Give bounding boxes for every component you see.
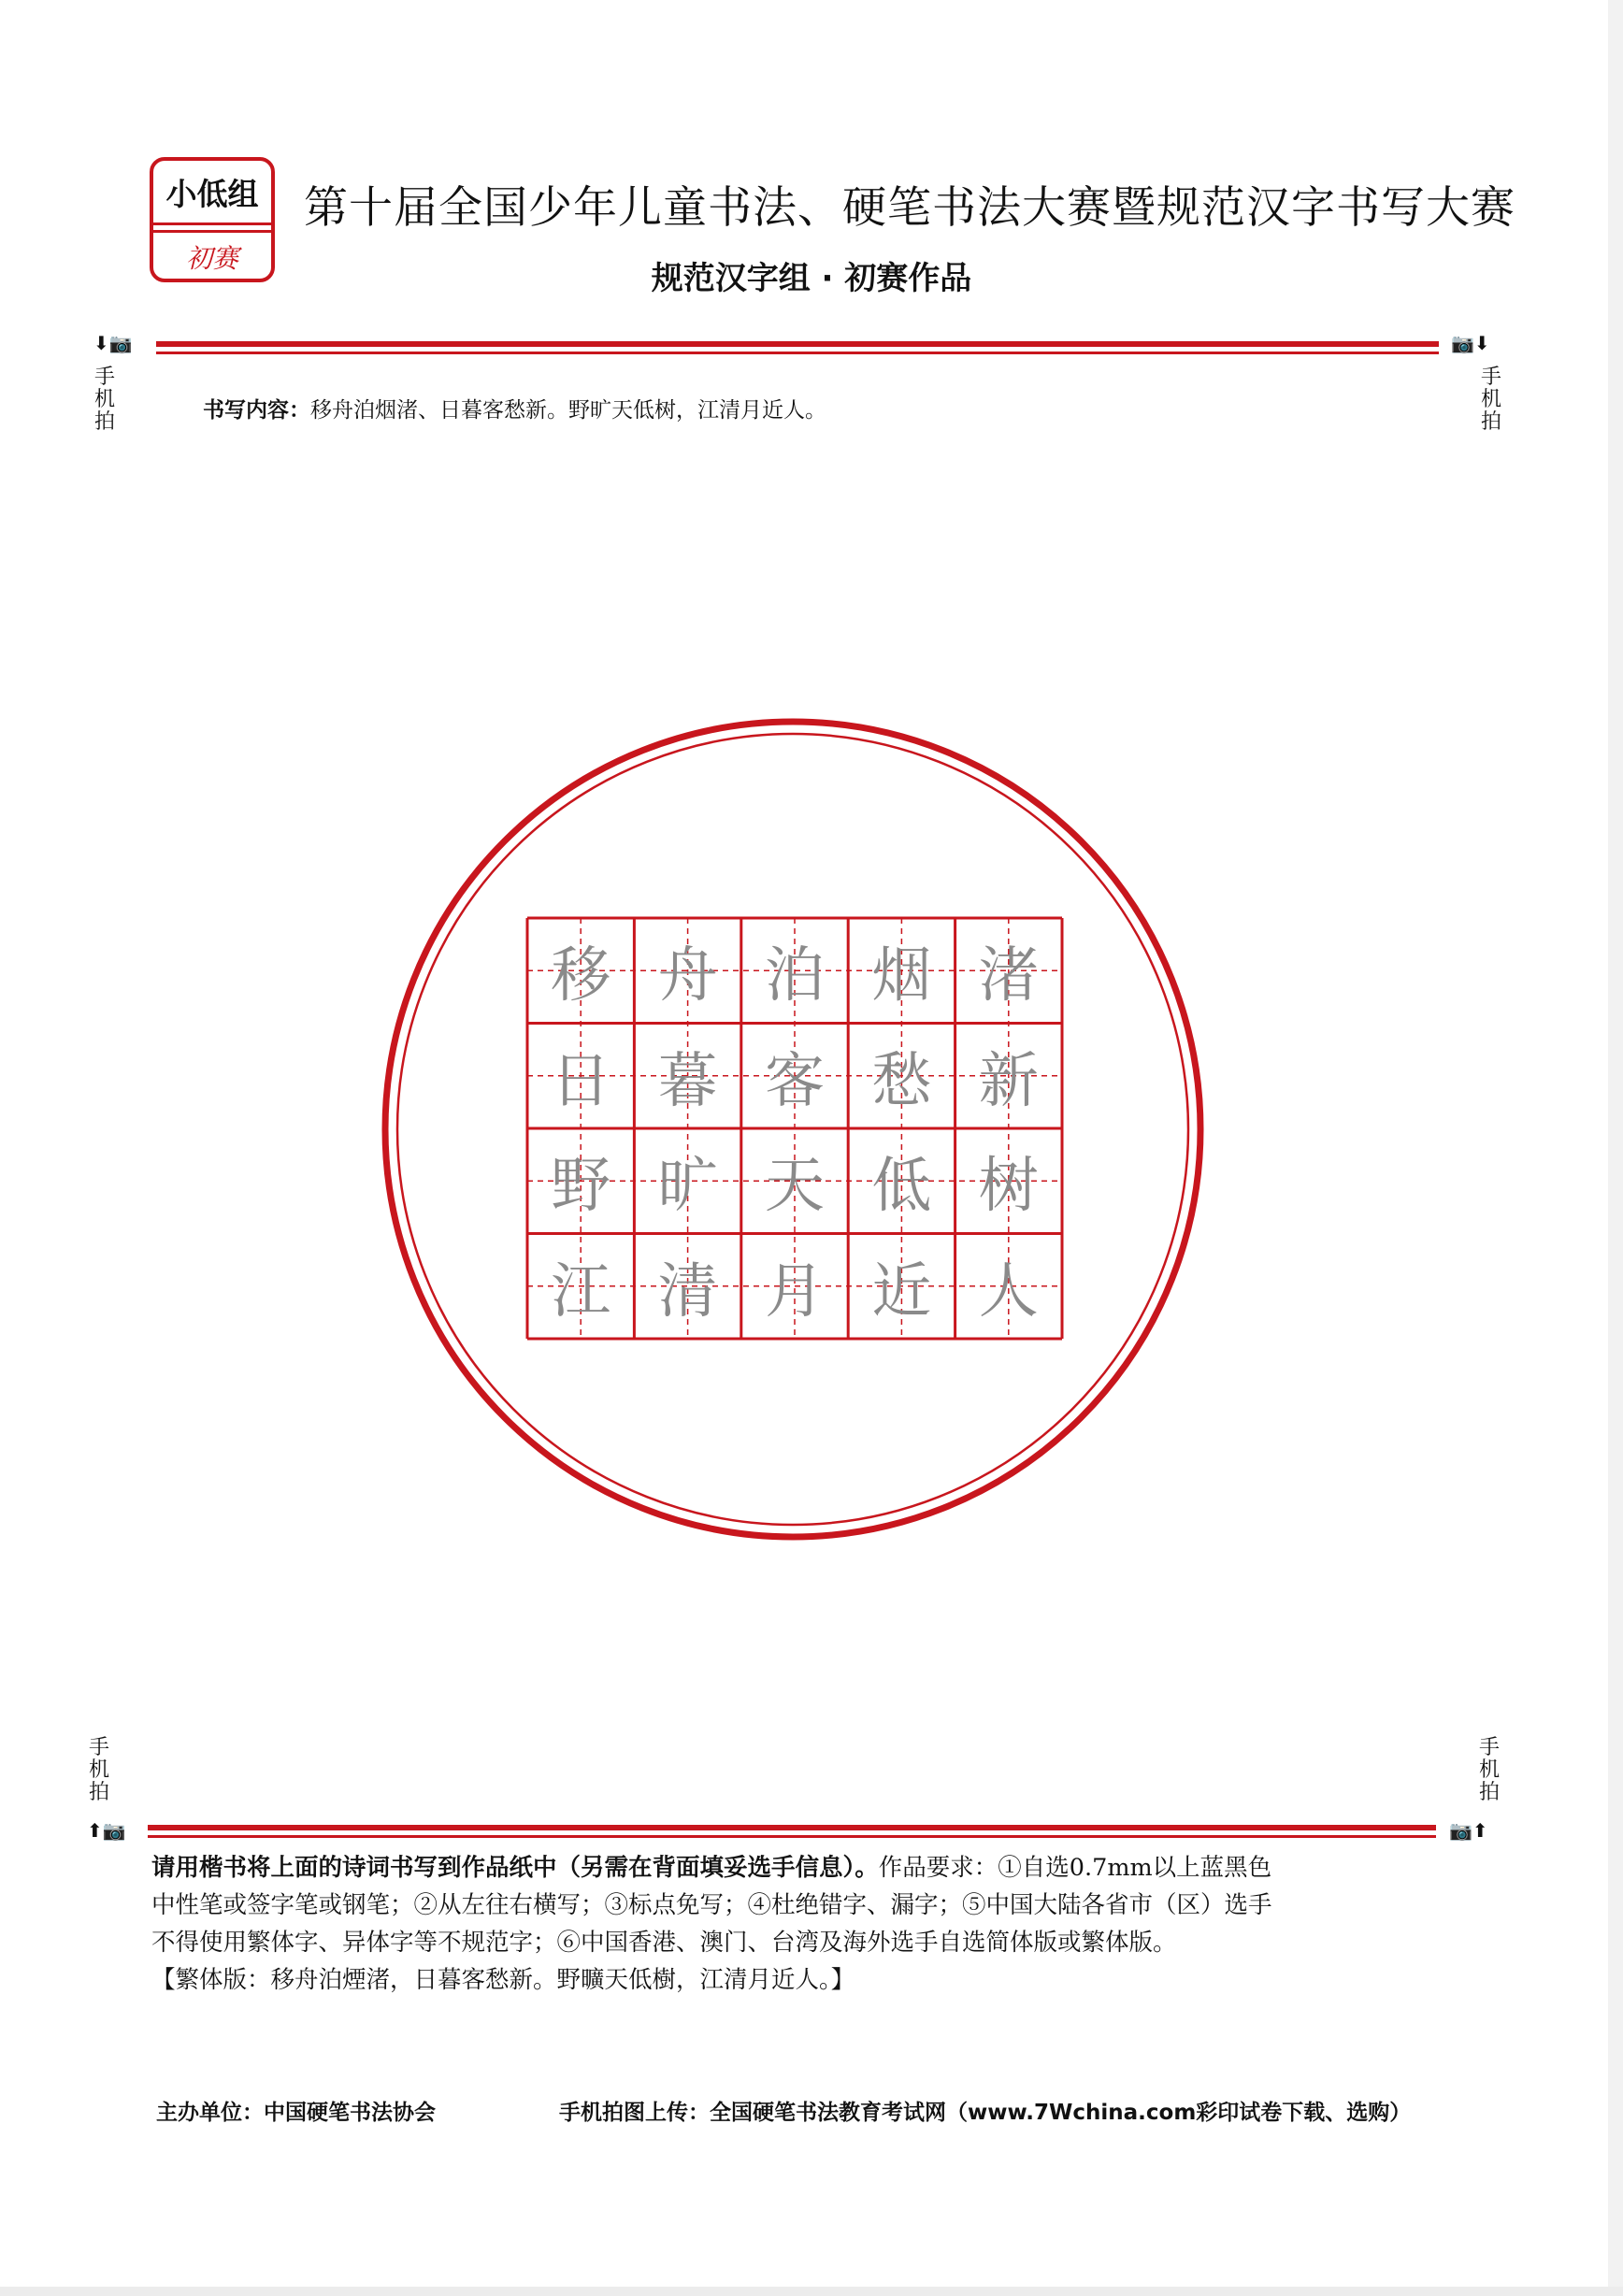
grid-character: 近 xyxy=(871,1256,932,1327)
camera-icon: 📷⬇ xyxy=(1451,332,1490,354)
instruction-requirements: 作品要求：①自选0.7mm以上蓝黑色 xyxy=(878,1854,1272,1882)
camera-icon: 📷⬆ xyxy=(1449,1819,1488,1842)
grid-character: 客 xyxy=(764,1046,825,1116)
mark-char: 拍 xyxy=(93,410,115,434)
instruction-line: 中性笔或签字笔或钢笔；②从左往右横写；③标点免写；④杜绝错字、漏字；⑤中国大陆各省市（区）选手 xyxy=(151,1891,1272,1919)
mark-char: 机 xyxy=(88,1758,109,1782)
bottom-rule-thick xyxy=(148,1825,1436,1830)
grid-character: 烟 xyxy=(871,941,932,1012)
mark-char: 手 xyxy=(1478,1736,1500,1759)
instructions-block xyxy=(151,1849,1460,1999)
grid-character: 树 xyxy=(978,1152,1039,1222)
page-title: 第十届全国少年儿童书法、硬笔书法大赛暨规范汉字书写大赛 xyxy=(304,182,1515,234)
mark-char: 拍 xyxy=(1480,410,1501,434)
grid-character: 新 xyxy=(978,1046,1039,1116)
grid-character: 清 xyxy=(657,1256,718,1327)
grid-character: 移 xyxy=(551,941,611,1012)
mark-char: 拍 xyxy=(88,1781,109,1804)
instruction-line: 【繁体版：移舟泊煙渚，日暮客愁新。野曠天低樹，江清月近人。】 xyxy=(151,1966,855,1994)
organizer: 主办单位：中国硬笔书法协会 xyxy=(156,2101,436,2125)
camera-icon: ⬇📷 xyxy=(93,332,133,354)
grid-character: 月 xyxy=(764,1256,825,1327)
grid-character: 江 xyxy=(551,1256,611,1327)
instruction-line xyxy=(151,1849,1460,1887)
grid-character: 天 xyxy=(764,1152,825,1222)
writing-content-label: 书写内容： xyxy=(203,398,310,423)
mark-char: 手 xyxy=(93,366,115,389)
grid-character: 低 xyxy=(871,1152,932,1222)
mark-char: 拍 xyxy=(1478,1781,1500,1804)
mark-char: 机 xyxy=(1478,1758,1500,1782)
camera-icon: ⬆📷 xyxy=(87,1819,126,1842)
grid-character: 愁 xyxy=(871,1046,932,1116)
mark-char: 手 xyxy=(88,1736,109,1759)
grid-character: 暮 xyxy=(657,1046,718,1116)
instruction-line: 不得使用繁体字、异体字等不规范字；⑥中国香港、澳门、台湾及海外选手自选简体版或繁体版。 xyxy=(151,1929,1177,1957)
phone-capture-mark-bottom-left xyxy=(85,1737,113,1804)
phone-capture-mark-bottom-right xyxy=(1475,1737,1503,1804)
badge-stage-label: 初赛 xyxy=(185,243,238,274)
grid-character: 人 xyxy=(978,1256,1039,1327)
grid-character: 渚 xyxy=(978,941,1039,1012)
bottom-rule-thin xyxy=(148,1835,1436,1838)
grid-character: 野 xyxy=(551,1152,611,1222)
mark-char: 手 xyxy=(1480,366,1501,389)
page-subtitle: 规范汉字组 · 初赛作品 xyxy=(651,260,972,297)
mark-char: 机 xyxy=(1480,388,1501,411)
mark-char: 机 xyxy=(93,388,115,411)
grid-character: 日 xyxy=(551,1046,611,1116)
writing-content-text: 移舟泊烟渚、日暮客愁新。野旷天低树，江清月近人。 xyxy=(310,398,826,423)
grid-character: 旷 xyxy=(657,1152,718,1222)
instruction-lead: 请用楷书将上面的诗词书写到作品纸中（另需在背面填妥选手信息）。 xyxy=(151,1854,879,1882)
grid-character: 舟 xyxy=(657,941,718,1012)
upload-info: 手机拍图上传：全国硬笔书法教育考试网（www.7Wchina.com彩印试卷下载、选购） xyxy=(559,2101,1412,2125)
grid-character: 泊 xyxy=(764,941,825,1012)
badge-group-label: 小低组 xyxy=(165,175,259,212)
